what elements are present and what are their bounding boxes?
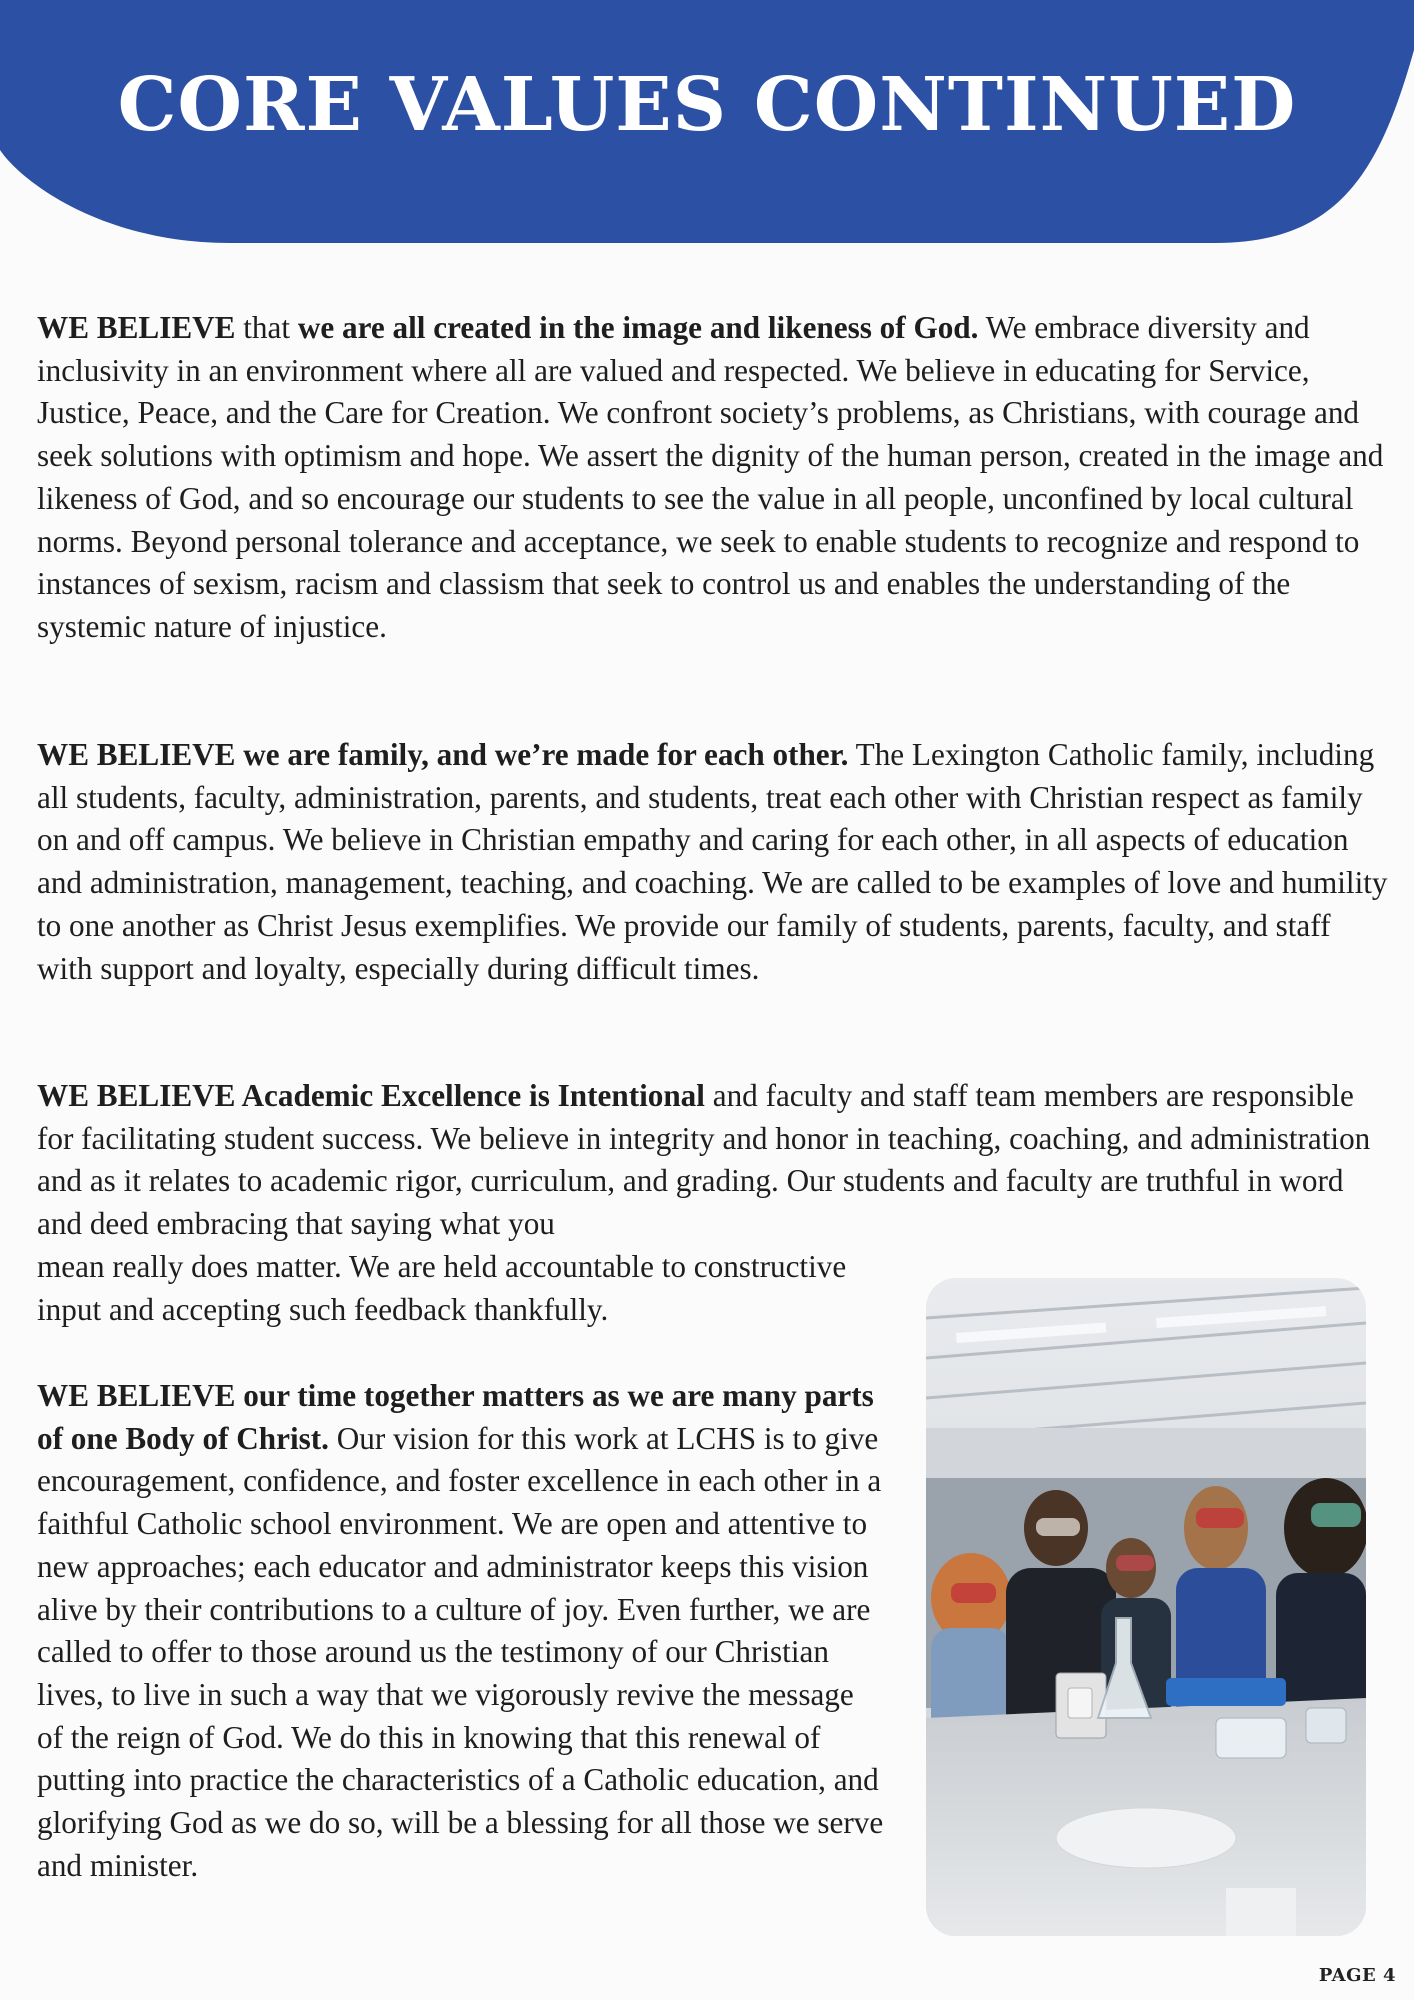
lab-photo-illustration [926,1278,1366,1936]
header-banner [0,0,1414,245]
belief-body: The Lexington Catholic family, including all students, faculty, administration, parents, and students, treat each other with Christian respect as family on and off campus. We believe in Christian empathy and caring for each other, in all aspects of education and administration, management, teaching, and coaching. We are called to be examples of love and humility to one another as Christ Jesus exemplifies. We provide our family of students, parents, faculty, and staff with support and loyalty, especially during difficult times. [37,737,1388,986]
page-title: CORE VALUES CONTINUED [117,62,1297,148]
belief-lead: WE BELIEVE [37,310,236,345]
belief-lead: WE BELIEVE our time together matters as we are many parts of one Body of Christ. [37,1378,874,1456]
belief-paragraph-family [37,734,1389,990]
belief-body: Our vision for this work at LCHS is to give encouragement, confidence, and foster excellence in each other in a faithful Catholic school environment. We are open and attentive to new approaches; each educator and administrator keeps this vision alive by their contributions to a culture of joy. Even further, we are called to offer to those around us the testimony of our Christian lives, to live in such a way that we vigorously revive the message of the reign of God. We do this in knowing that this renewal of putting into practice the characteristics of a Catholic education, and glorifying God as we do so, will be a blessing for all those we serve and minister. [37,1420,884,1883]
belief-body: and faculty and staff team members are responsible for facilitating student success. We believe in integrity and honor in teaching, coaching, and administration and as it relates to academic rigor, curriculum, and grading. Our students and faculty are truthful in word and deed embracing that saying what you [37,1078,1371,1242]
belief-lead: WE BELIEVE Academic Excellence is Intentional [37,1078,705,1113]
belief-lead: WE BELIEVE we are family, and we’re made for each other. [37,737,849,772]
page-number: PAGE 4 [1318,1965,1396,1986]
belief-paragraph-body-of-christ [37,1375,887,1887]
belief-emphasis: we are all created in the image and likeness of God. [297,310,979,345]
students-lab-photo [926,1278,1366,1936]
belief-paragraph-image-of-god [37,307,1389,649]
belief-body-continued: mean really does matter. We are held accountable to constructive input and accepting such feedback thankfully. [37,1248,847,1327]
belief-connector: that [235,310,298,345]
belief-body: We embrace diversity and inclusivity in an environment where all are valued and respected. We believe in educating for Service, Justice, Peace, and the Care for Creation. We confront society’s problems, as Christians, with courage and seek solutions with optimism and hope. We assert the dignity of the human person, created in the image and likeness of God, and so encourage our students to see the value in all people, unconfined by local cultural norms. Beyond personal tolerance and acceptance, we seek to enable students to recognize and respond to instances of sexism, racism and classism that seek to control us and enables the understanding of the systemic nature of injustice. [37,310,1384,644]
